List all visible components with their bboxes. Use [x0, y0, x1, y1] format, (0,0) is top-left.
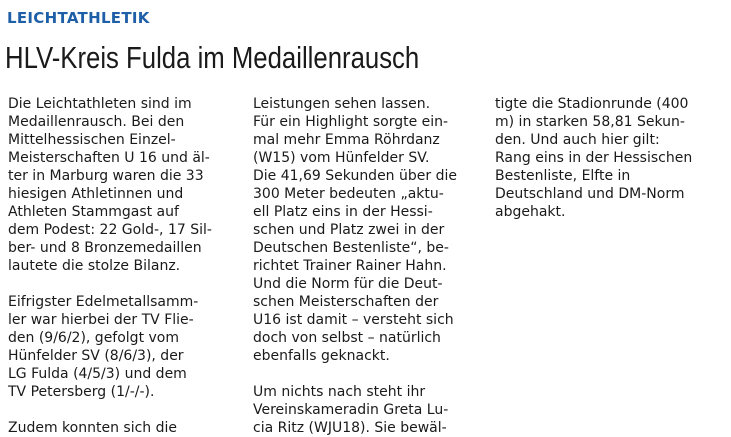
text-line: den (9/6/2), gefolgt vom	[8, 330, 180, 346]
section-label: LEICHTATHLETIK	[7, 9, 150, 27]
text-line: Die 41,69 Sekunden über die	[253, 168, 457, 184]
text-line: Bestenliste, Elfte in	[495, 168, 631, 184]
text-line: dem Podest: 22 Gold-, 17 Sil-	[8, 222, 212, 238]
text-line: (W15) vom Hünfelder SV.	[253, 150, 430, 166]
article-headline: HLV-Kreis Fulda im Medaillenrausch	[5, 40, 420, 75]
text-line: den. Und auch hier gilt:	[495, 132, 660, 148]
paragraph-gap	[8, 275, 212, 293]
article-column-1	[8, 95, 212, 437]
text-line: Hünfelder SV (8/6/3), der	[8, 348, 184, 364]
text-line: 300 Meter bedeuten „aktu-	[253, 186, 444, 202]
text-line: ber- und 8 Bronzemedaillen	[8, 240, 202, 256]
text-line: Vereinskameradin Greta Lu-	[253, 402, 449, 418]
text-line: abgehakt.	[495, 204, 566, 220]
text-line: lautete die stolze Bilanz.	[8, 258, 181, 274]
text-line: ter in Marburg waren die 33	[8, 168, 204, 184]
article-column-3	[495, 95, 692, 221]
paragraph-gap	[253, 365, 457, 383]
text-line: ell Platz eins in der Hessi-	[253, 204, 433, 220]
text-line: Und die Norm für die Deut-	[253, 276, 443, 292]
text-line: Leistungen sehen lassen.	[253, 96, 431, 112]
text-line: Um nichts nach steht ihr	[253, 384, 426, 400]
text-line: Die Leichtathleten sind im	[8, 96, 192, 112]
paragraph-gap	[8, 401, 212, 419]
text-line: cia Ritz (WJU18). Sie bewäl-	[253, 420, 447, 436]
text-line: schen und Platz zwei in der	[253, 222, 445, 238]
text-line: Athleten Stammgast auf	[8, 204, 179, 220]
text-line: TV Petersberg (1/-/-).	[8, 384, 155, 400]
text-line: m) in starken 58,81 Sekun-	[495, 114, 685, 130]
text-line: Deutschen Bestenliste“, be-	[253, 240, 449, 256]
text-line: schen Meisterschaften der	[253, 294, 439, 310]
text-line: tigte die Stadionrunde (400	[495, 96, 689, 112]
article-column-2	[253, 95, 457, 437]
text-line: Mittelhessischen Einzel-	[8, 132, 176, 148]
text-line: mal mehr Emma Röhrdanz	[253, 132, 440, 148]
text-line: LG Fulda (4/5/3) und dem	[8, 366, 187, 382]
text-line: U16 ist damit – versteht sich	[253, 312, 454, 328]
text-line: ler war hierbei der TV Flie-	[8, 312, 194, 328]
text-line: Eifrigster Edelmetallsamm-	[8, 294, 199, 310]
text-line: doch von selbst – natürlich	[253, 330, 441, 346]
text-line: ebenfalls geknackt.	[253, 348, 390, 364]
text-line: Meisterschaften U 16 und äl-	[8, 150, 210, 166]
text-line: Zudem konnten sich die	[8, 420, 177, 436]
text-line: Für ein Highlight sorgte ein-	[253, 114, 449, 130]
text-line: Rang eins in der Hessischen	[495, 150, 693, 166]
text-line: Medaillenrausch. Bei den	[8, 114, 185, 130]
text-line: Deutschland und DM-Norm	[495, 186, 685, 202]
text-line: richtet Trainer Rainer Hahn.	[253, 258, 447, 274]
text-line: hiesigen Athletinnen und	[8, 186, 184, 202]
